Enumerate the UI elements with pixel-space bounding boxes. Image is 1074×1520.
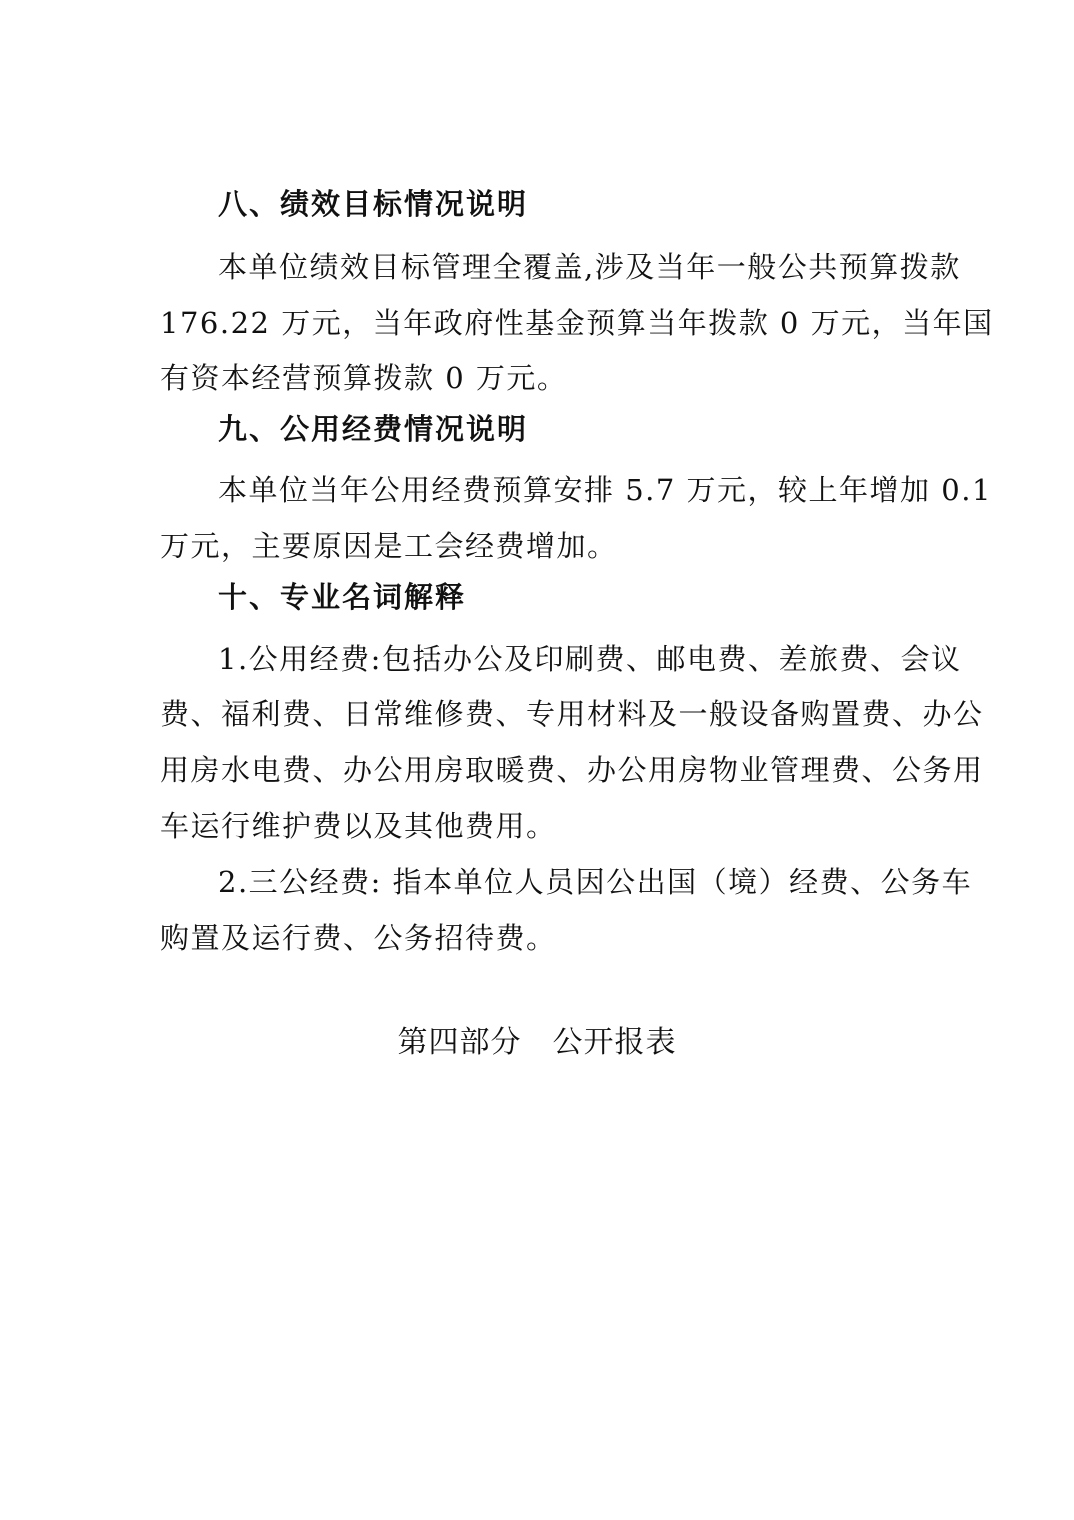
section-8-paragraph-line-2: 176.22 万元，当年政府性基金预算当年拨款 0 万元，当年国 <box>160 306 994 340</box>
part-four-title: 第四部分 公开报表 <box>397 1025 677 1060</box>
term-1-line-1: 1.公用经费:包括办公及印刷费、邮电费、差旅费、会议 <box>218 642 962 676</box>
section-10-heading: 十、专业名词解释 <box>218 580 467 614</box>
section-9-paragraph-line-1: 本单位当年公用经费预算安排 5.7 万元，较上年增加 0.1 <box>218 473 992 507</box>
section-8-heading: 八、绩效目标情况说明 <box>218 187 529 221</box>
section-9-heading: 九、公用经费情况说明 <box>218 412 529 446</box>
section-9-paragraph-line-2: 万元，主要原因是工会经费增加。 <box>160 529 618 563</box>
term-2-line-1: 2.三公经费: 指本单位人员因公出国（境）经费、公务车 <box>218 865 973 899</box>
term-1-line-4: 车运行维护费以及其他费用。 <box>160 809 557 843</box>
term-1-line-2: 费、福利费、日常维修费、专用材料及一般设备购置费、办公 <box>160 697 984 731</box>
section-8-paragraph-line-1: 本单位绩效目标管理全覆盖,涉及当年一般公共预算拨款 <box>218 250 961 284</box>
term-1-line-3: 用房水电费、办公用房取暖费、办公用房物业管理费、公务用 <box>160 753 984 787</box>
term-2-line-2: 购置及运行费、公务招待费。 <box>160 921 557 955</box>
section-8-paragraph-line-3: 有资本经营预算拨款 0 万元。 <box>160 361 568 395</box>
